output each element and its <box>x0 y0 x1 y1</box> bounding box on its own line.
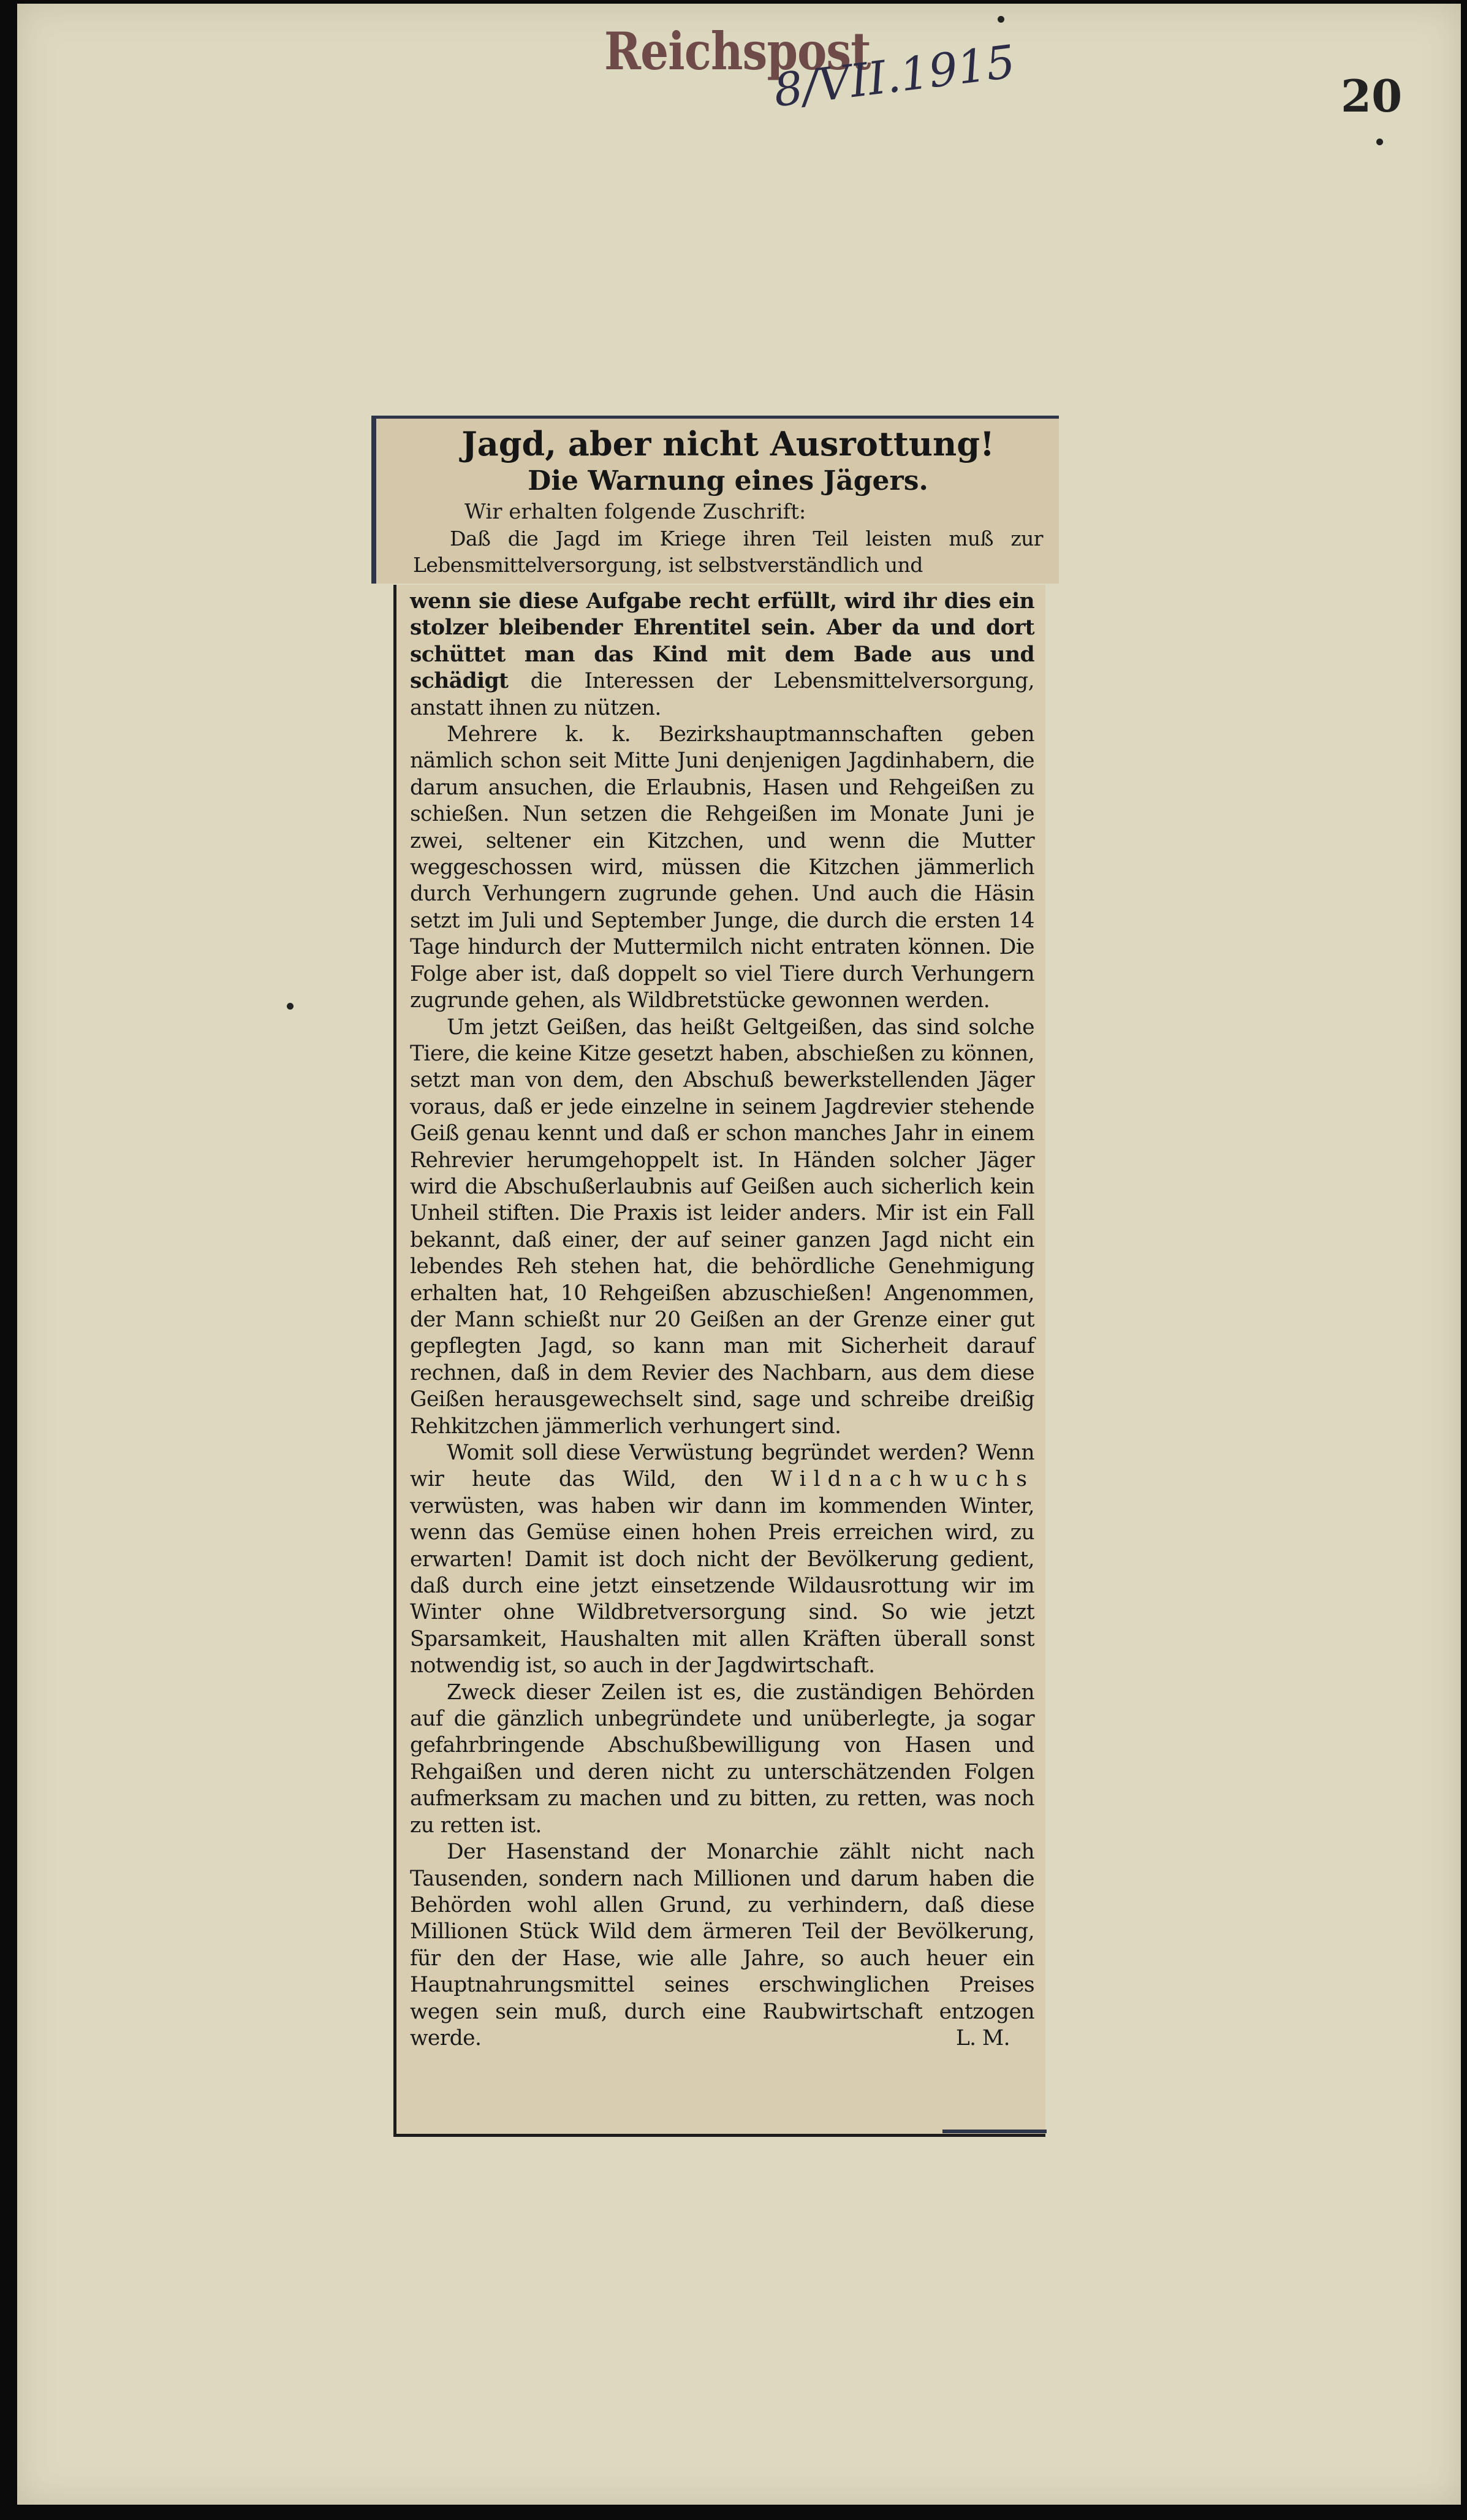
article-paragraph: Mehrere k. k. Bezirkshauptmannschaften geben nämlich schon seit Mitte Juni denjenigen Jagdinhabern, die darum ansuchen, die Erlaubnis, Hasen und Rehgeißen zu schießen. Nun setzen die Rehgeißen im Monate Juni je zwei, seltener ein Kitzchen, und wenn die Mutter weggeschossen wird, müssen die Kitzchen jämmerlich durch Verhungern zugrunde gehen. Und auch die Häsin setzt im Juli und September Junge, die durch die ersten 14 Tage hindurch der Muttermilch nicht entraten können. Die Folge aber ist, daß doppelt so viel Tiere durch Verhungern zugrunde gehen, als Wildbretstücke gewonnen werden. <box>410 722 1034 1013</box>
article-opening: Daß die Jagd im Kriege ihren Teil leisten muß zur Lebensmittelversorgung, ist selbstverständlich und <box>413 527 1043 577</box>
article-intro: Wir erhalten folgende Zuschrift: <box>464 500 806 524</box>
archive-sheet <box>17 4 1461 2505</box>
paragraph-text: Womit soll diese Verwüstung begründet werden? Wenn wir heute das Wild, den <box>410 1441 1034 1492</box>
clipping-body <box>393 585 1045 2137</box>
article-paragraph: Zweck dieser Zeilen ist es, die zuständigen Behörden auf die gänzlich unbegründete und unüberlegte, ja sogar gefahrbringende Abschußbewilligung von Hasen und Rehgaißen und deren nicht zu unterschätzenden Folgen aufmerksam zu machen und zu bitten, zu retten, was noch zu retten ist. <box>410 1680 1034 1838</box>
article-subheadline: Die Warnung eines Jägers. <box>528 465 928 497</box>
ink-dot <box>1376 139 1383 145</box>
newspaper-stamp: Reichspost <box>604 21 871 82</box>
paragraph-text: verwüsten, was haben wir dann im kommenden Winter, wenn das Gemüse einen hohen Preis erreichen wird, zu erwarten! Damit ist doch nicht der Bevölkerung gedient, daß durch eine jetzt einsetzende Wildausrottung wir im Winter ohne Wildbretversorgung sind. So wie jetzt Sparsamkeit, Haushalten mit allen Kräften überall sonst notwendig ist, so auch in der Jagdwirtschaft. <box>410 1493 1034 1678</box>
ink-dot <box>998 16 1004 23</box>
bold-text: wenn sie diese Aufgabe recht erfüllt, wird ihr dies ein stolzer bleibender Ehrentitel sein. Aber da und dort schüttet man das Kind mit dem Bade aus und schädigt <box>410 589 1034 694</box>
page-number: 20 <box>1341 70 1403 122</box>
author-signature: L. M. <box>955 2025 1010 2050</box>
article-paragraph: Um jetzt Geißen, das heißt Geltgeißen, das sind solche Tiere, die keine Kitze gesetzt haben, abschießen zu können, setzt man von dem, den Abschuß bewerkstellenden Jäger voraus, daß er jede einzelne in seinem Jagdrevier stehende Geiß genau kennt und daß er schon manches Jahr in einem Rehrevier herumgehoppelt ist. In Händen solcher Jäger wird die Abschußerlaubnis auf Geißen auch sicherlich kein Unheil stiften. Die Praxis ist leider anders. Mir ist ein Fall bekannt, daß einer, der auf seiner ganzen Jagd nicht ein lebendes Reh stehen hat, die behördliche Genehmigung erhalten hat, 10 Rehgeißen abzuschießen! Angenommen, der Mann schießt nur 20 Geißen an der Grenze einer gut gepflegten Jagd, so kann man mit Sicherheit darauf rechnen, daß in dem Revier des Nachbarn, aus dem diese Geißen herausgewechselt sind, sage und schreibe dreißig Rehkitzchen jämmerlich verhungert sind. <box>410 1014 1034 1439</box>
article-paragraph <box>410 588 1034 721</box>
clipping-corner-mark <box>942 2130 1047 2133</box>
paragraph-text: Der Hasenstand der Monarchie zählt nicht nach Tausenden, sondern nach Millionen und darum haben die Behörden wohl allen Grund, zu verhindern, daß diese Millionen Stück Wild dem ärmeren Teil der Bevölkerung, für den der Hase, wie alle Jahre, so auch heuer ein Hauptnahrungsmittel seines erschwinglichen Preises wegen sein muß, durch eine Raubwirtschaft entzogen werde. <box>410 1840 1034 2050</box>
article-headline: Jagd, aber nicht Ausrottung! <box>461 424 995 463</box>
article-paragraph <box>410 1440 1034 1680</box>
article-paragraph <box>410 1839 1034 2052</box>
spaced-emphasis: Wildnachwuchs <box>770 1467 1034 1492</box>
paragraph-text: die Interessen der Lebensmittelversorgung, anstatt ihnen zu nützen. <box>410 669 1034 720</box>
handwritten-date: 8/VII.1915 <box>771 35 1018 118</box>
ink-dot <box>287 1003 294 1010</box>
clipping-header <box>371 416 1059 584</box>
